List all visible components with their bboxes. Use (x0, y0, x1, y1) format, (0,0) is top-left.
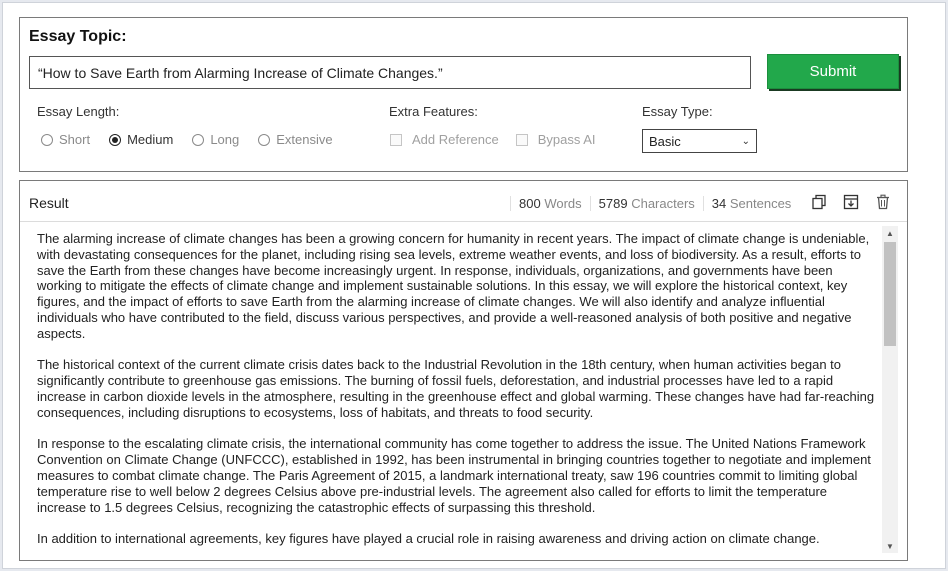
word-count (510, 196, 590, 211)
scroll-up-arrow-icon[interactable]: ▲ (886, 228, 894, 238)
radio-checked-icon (109, 134, 121, 146)
length-option-medium[interactable] (109, 132, 173, 147)
length-option-label: Medium (127, 132, 174, 147)
topic-title: Essay Topic: (29, 28, 127, 45)
result-title: Result (29, 195, 69, 211)
length-option-extensive[interactable] (258, 132, 332, 147)
feature-label: Add Reference (412, 132, 499, 147)
radio-icon (258, 134, 270, 146)
essay-type-select[interactable] (642, 129, 757, 153)
essay-length-label: Essay Length: (37, 104, 120, 119)
scroll-down-arrow-icon[interactable]: ▼ (886, 541, 894, 551)
radio-icon (41, 134, 53, 146)
scroll-thumb[interactable] (884, 242, 896, 346)
result-stats (510, 191, 799, 215)
length-option-long[interactable] (192, 132, 239, 147)
result-paragraph: In response to the escalating climate crisis, the international community has come together to address the issue. The United Nations Framework Convention on Climate Change (UNFCCC), established in 1992, has been instrumental in bringing countries together to negotiate and implement measures to combat climate change. The Paris Agreement of 2015, a landmark international treaty, saw 196 countries commit to limiting global temperature rise to well below 2 degrees Celsius above pre-industrial levels. The agreement also called for efforts to limit the temperature increase to 1.5 degrees Celsius, recognizing the catastrophic effects of surpassing this threshold. (37, 436, 871, 515)
trash-icon[interactable] (873, 192, 893, 212)
sentence-count-value: 34 (711, 195, 727, 211)
length-option-short[interactable] (41, 132, 90, 147)
feature-label: Bypass AI (537, 132, 596, 147)
length-option-label: Extensive (276, 132, 333, 147)
word-count-value: 800 (519, 195, 541, 211)
feature-bypass-ai[interactable] (516, 132, 596, 147)
feature-add-reference[interactable] (390, 132, 499, 147)
result-scrollbar[interactable] (882, 226, 898, 553)
submit-button[interactable]: Submit (767, 54, 899, 89)
app-frame (2, 2, 946, 569)
result-paragraph: In addition to international agreements, key figures have played a crucial role in raising awareness and driving action on climate change. (37, 531, 820, 547)
topic-input[interactable] (29, 56, 751, 89)
download-icon[interactable] (841, 192, 861, 212)
result-panel (19, 180, 908, 561)
extra-features-options (390, 132, 613, 147)
essay-type-label: Essay Type: (642, 104, 713, 119)
chevron-down-icon: ⌄ (741, 135, 750, 147)
sentence-count (703, 196, 800, 211)
word-count-label: Words (544, 195, 582, 211)
result-paragraph: The alarming increase of climate changes has been a growing concern for humanity in recent years. The impact of climate change is undeniable, with devastating consequences for the planet, including rising sea levels, extreme weather events, and loss of biodiversity. As a result, efforts to save the Earth from these changes have become increasingly urgent. In response, individuals, organizations, and governments have been working to mitigate the effects of climate change and implement sustainable solutions. In this essay, we will explore the historical context, key figures, and the impact of efforts to save Earth from the alarming increase of climate changes. We will also identify and analyze influential individuals who have contributed to the field, discuss various perspectives, and provide a well-reasoned analysis of both positive and negative aspects. (37, 231, 870, 341)
character-count (590, 196, 703, 211)
radio-icon (192, 134, 204, 146)
character-count-value: 5789 (598, 195, 628, 211)
essay-length-options (41, 132, 352, 147)
result-divider (20, 221, 907, 222)
result-text[interactable] (37, 231, 879, 553)
copy-icon[interactable] (809, 192, 829, 212)
checkbox-icon (516, 134, 528, 146)
result-paragraph: The historical context of the current climate crisis dates back to the Industrial Revolution in the 18th century, when human activities began to significantly contribute to greenhouse gas emissions. The burning of fossil fuels, deforestation, and industrial processes have led to a rapid increase in carbon dioxide levels in the atmosphere, resulting in the greenhouse effect and global warming. These changes have had far-reaching consequences, including disruptions to ecosystems, loss of habitats, and threats to food security. (37, 357, 875, 420)
topic-panel (19, 17, 908, 172)
checkbox-icon (390, 134, 402, 146)
extra-features-label: Extra Features: (389, 104, 478, 119)
character-count-label: Characters (631, 195, 695, 211)
length-option-label: Long (210, 132, 240, 147)
length-option-label: Short (59, 132, 91, 147)
sentence-count-label: Sentences (729, 195, 792, 211)
essay-type-value: Basic (649, 133, 681, 149)
